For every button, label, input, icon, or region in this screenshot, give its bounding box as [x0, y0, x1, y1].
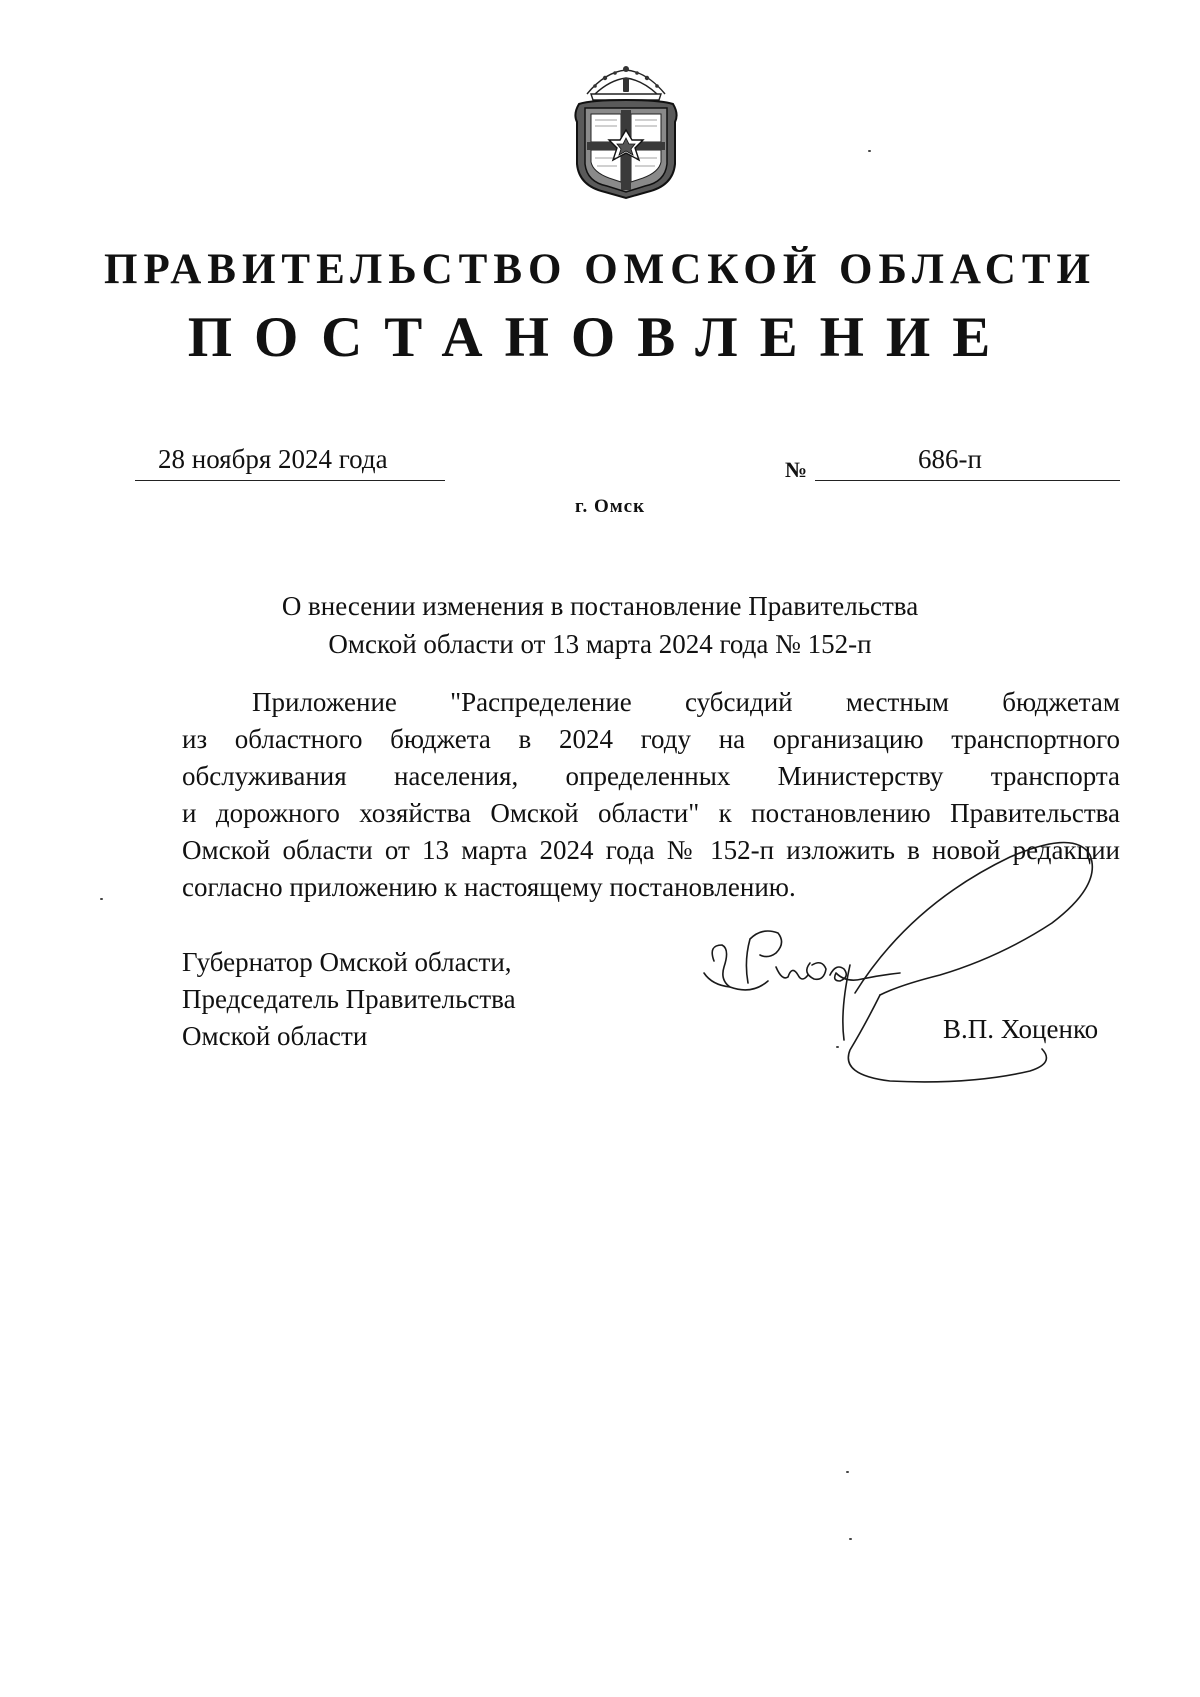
scan-speck [836, 1046, 839, 1048]
number-sign: № [785, 457, 808, 482]
document-type-title: ПОСТАНОВЛЕНИЕ [187, 306, 1013, 369]
scan-speck [868, 150, 871, 152]
document-city: г. Омск [574, 496, 646, 517]
organization-title: ПРАВИТЕЛЬСТВО ОМСКОЙ ОБЛАСТИ [104, 246, 1096, 293]
signatory-title-line-2: Председатель Правительства [182, 984, 516, 1014]
document-subject [250, 587, 950, 663]
body-line-1: Приложение "Распределение субсидий местным бюджетам [252, 687, 1120, 717]
signatory-title-line-3: Омской области [182, 1021, 368, 1051]
scan-speck [846, 1471, 849, 1473]
scan-speck [849, 1538, 852, 1540]
document-number: 686-п [918, 444, 982, 474]
subject-line-2: Омской области от 13 марта 2024 года № 152-п [328, 629, 872, 659]
handwritten-signature-icon [690, 835, 1160, 1095]
scan-speck [100, 898, 103, 900]
document-date: 28 ноября 2024 года [158, 444, 388, 474]
body-line-5: Омской области от 13 марта 2024 года № 152-п изложить в новой редакции [182, 835, 1120, 865]
body-line-6: согласно приложению к настоящему постановлению. [182, 872, 796, 902]
subject-line-1: О внесении изменения в постановление Правительства [281, 591, 919, 621]
number-field [815, 440, 1120, 481]
date-field [135, 440, 445, 481]
body-line-2: из областного бюджета в 2024 году на организацию транспортного [182, 724, 1120, 754]
body-line-4: и дорожного хозяйства Омской области" к постановлению Правительства [182, 798, 1120, 828]
signatory-name: В.П. Хоценко [943, 1014, 1099, 1044]
signatory-title-line-1: Губернатор Омской области, [182, 947, 512, 977]
coat-of-arms-icon [565, 64, 687, 200]
signatory-title [182, 944, 516, 1055]
body-line-3: обслуживания населения, определенных Министерству транспорта [182, 761, 1120, 791]
